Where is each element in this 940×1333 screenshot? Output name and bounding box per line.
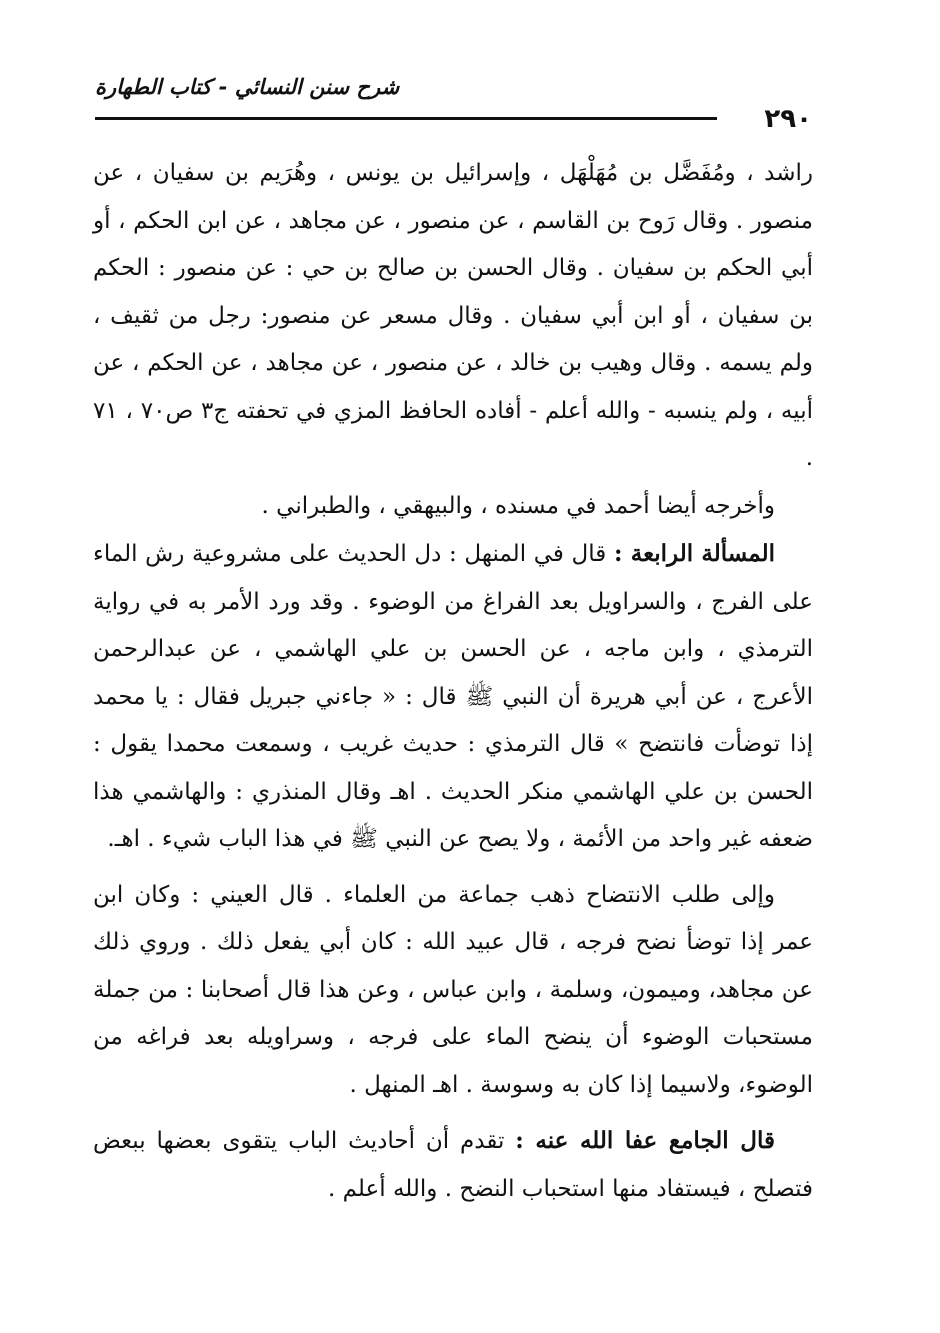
paragraph-intidah xyxy=(93,872,813,1110)
header-divider xyxy=(95,117,717,120)
paragraph-takhrij xyxy=(93,483,813,531)
paragraph-heading: المسألة الرابعة : xyxy=(613,540,775,567)
paragraph-fourth-issue xyxy=(93,530,813,864)
paragraph-heading: قال الجامع عفا الله عنه : xyxy=(515,1127,775,1154)
paragraph-text: وإلى طلب الانتضاح ذهب جماعة من العلماء . قال العيني : وكان ابن عمر إذا توضأ نضح فرجه ، قال عبيد الله : كان أبي يفعل ذلك . وروي ذلك عن مجاهد، وميمون، وسلمة ، وابن عباس ، وعن هذا قال أصحابنا : من جملة مستحبات الوضوء أن ينضح الماء على فرجه ، وسراويله بعد فراغه من الوضوء، ولاسيما إذا كان به وسوسة . اهـ المنهل . xyxy=(93,881,813,1098)
paragraph-text: قال في المنهل : دل الحديث على مشروعية رش الماء على الفرج ، والسراويل بعد الفراغ من الوضوء . وقد ورد الأمر به في رواية الترمذي ، وابن ماجه ، عن الحسن بن علي الهاشمي ، عن عبدالرحمن الأعرج ، عن أبي هريرة أن النبي ﷺ قال : « جاءني جبريل فقال : يا محمد إذا توضأت فانتضح » قال الترمذي : حديث غريب ، وسمعت محمدا يقول : الحسن بن علي الهاشمي منكر الحديث . اهـ وقال المنذري : والهاشمي هذا ضعفه غير واحد من الأئمة ، ولا يصح عن النبي ﷺ في هذا الباب شيء . اهـ. xyxy=(93,541,813,852)
paragraph-text: راشد ، ومُفَضَّل بن مُهَلْهَل ، وإسرائيل بن يونس ، وهُرَيم بن سفيان ، عن منصور . وقال رَوح بن القاسم ، عن منصور ، عن مجاهد ، عن ابن الحكم ، أو أبي الحكم بن سفيان . وقال الحسن بن صالح بن حي : عن منصور : الحكم بن سفيان ، أو ابن أبي سفيان . وقال مسعر عن منصور: رجل من ثقيف ، ولم يسمه . وقال وهيب بن خالد ، عن منصور ، عن مجاهد ، عن الحكم ، عن أبيه ، ولم ينسبه - والله أعلم - أفاده الحافظ المزي في تحفته ج٣ ص٧٠ ، ٧١ . xyxy=(93,160,813,471)
paragraph-text: وأخرجه أيضا أحمد في مسنده ، والبيهقي ، والطبراني . xyxy=(261,492,775,519)
running-header-title: شرح سنن النسائي - كتاب الطهارة xyxy=(95,75,400,99)
body-text xyxy=(93,150,813,1213)
paragraph-continuation xyxy=(93,150,813,483)
page-number: ٢٩٠ xyxy=(764,104,812,134)
paragraph-text: تقدم أن أحاديث الباب يتقوى بعضها ببعض فتصلح ، فيستفاد منها استحباب النضح . والله أعلم . xyxy=(93,1128,813,1202)
paragraph-compiler-note xyxy=(93,1117,813,1213)
